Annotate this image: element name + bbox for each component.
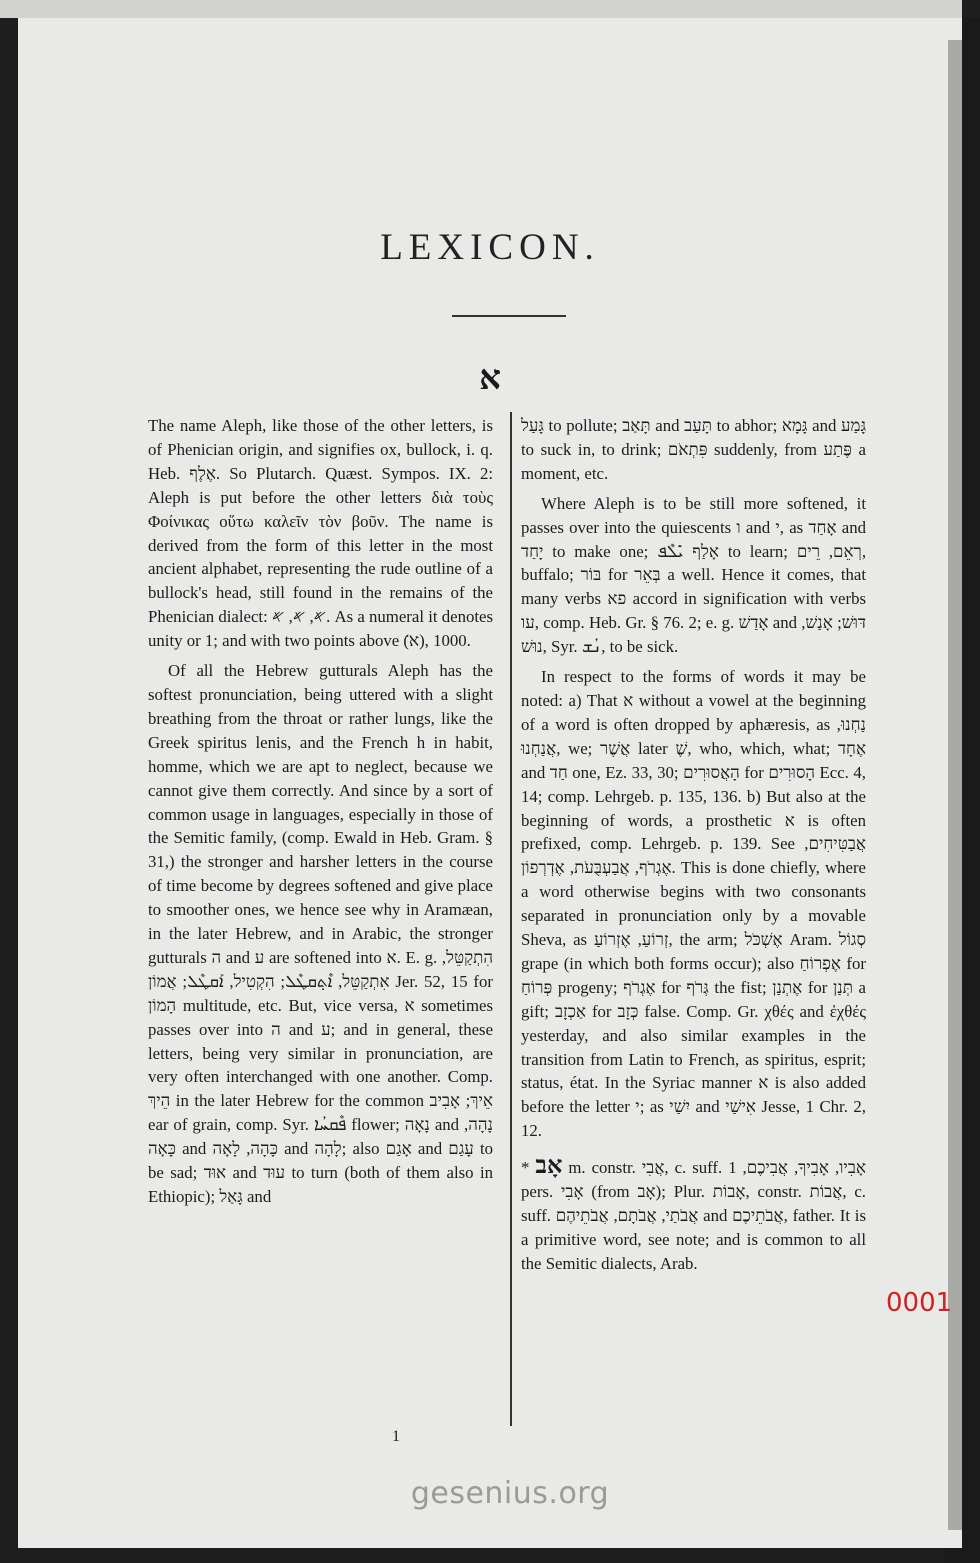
page-top-edge (0, 0, 962, 18)
paragraph-gutturals: Of all the Hebrew gutturals Aleph has the softest pronunciation, being uttered with a slight breathing from the throat or rather lungs, like the Greek spiritus lenis, and the French h in habit, homme, which we are apt to neglect, because we cannot give them correctly. And since by a sort of common usage in languages, especially in those of the Semitic family, (comp. Ewald in Heb. Gram. § 31,) the stronger and harsher letters in the course of time become by degrees softened and give place to smoother ones, we hence see why in Aramæan, in the later Hebrew, and in Arabic, the stronger gutturals ה and ע are softened into א. E. g. הִתְקַטֵּל, אִתְקַטֵּל, ܐܶܬ݂ܩܛܶܠ; הִקְטִיל, ܐܰܩܛܶܠ; אֲמוֹן Jer. 52, 15 for הָמוֹן multitude, etc. But, vice versa, א sometimes passes over into ה and ע; and in general, these letters, being very similar in pronunciation, are very often interchanged with one another. Comp. הֵיךְ in the later Hebrew for the common אֵיךְ; אָבִיב ear of grain, comp. Syr. ܦܶܩܚܳܐ flower; נָאָה and נָהָה, כָּאָה and כָּהָה, לָאָה and לָהָה; also אָגַם and עָגַם to be sad; אוּד and עוּד to turn (both of them also in Ethiopic); גָּאַל and (148, 661, 494, 1206)
paragraph-aleph-name: The name Aleph, like those of the other letters, is of Phenician origin, and signifies ox, bullock, i. q. Heb. אֶלֶף. So Plutarch. Quæst. Sympos. IX. 2: Aleph is put before the other letters διὰ τοὺς Φοίνικας οὕτω καλεῖν τὸν βοῦν. The name is derived from the form of this letter in the most ancient alphabet, representing the rude outline of a bullock's head, still found in the remains of the Phenician dialect: 𐤀, 𐤀, 𐤀. As a numeral it denotes unity or 1; and with two points above (א̈), 1000. (148, 416, 493, 651)
paragraph-quiescents: Where Aleph is to be still more softened, it passes over into the quiescents ו and י, as אָחַד and יָחַד to make one; אָלַף ܝܺܠܶܦ to learn; רְאֵם, רֵים, buffalo; בּוֹר for בְּאֵר a well. Hence it comes, that many verbs פא accord in signification with verbs עו, comp. Heb. Gr. § 76. 2; e. g. אָדַשׁ and דּוּשׁ; אָנַשׁ, נוּשׁ, Syr. ܢܳܫ, to be sick. (521, 493, 867, 657)
entry-definition: m. constr. אֲבִי, c. suff. אָבִיו, אָבִיךָ, אֲבִיכֶם, 1 pers. אָבִי (from אָב); Plur. אָבוֹת, constr. אֲבוֹת, c. suff. אֲבֹתַי, אֲבֹתָם, אֲבֹתֵיהֶם and אֲבֹתֵיכֶם, father. It is a primitive word, see note; and is common to all the Semitic dialects, Arab. (521, 1158, 867, 1273)
lexicon-entry (521, 1150, 867, 1276)
paragraph-continuation: גָּעַל to pollute; תָּאַב and תָּעַב to abhor; גָּמָא and גָּמַע to suck in, to drink; פִּתְאֹם suddenly, from פֶּתַע a moment, etc. (521, 416, 867, 483)
paragraph-forms-of-words: In respect to the forms of words it may be noted: a) That א without a vowel at the beginning of a word is often dropped by aphæresis, as נַחְנוּ, אֲנַחְנוּ, we; אֲשֶׁר later שֶׁ, who, which, what; אֶחָד and חַד one, Ez. 33, 30; הָאֲסוּרִים for הָסוּרִים Ecc. 4, 14; comp. Lehrgeb. p. 135, 136. b) But also at the beginning of words, a prosthetic א is often prefixed, comp. Lehrgeb. p. 139. See אֲבַטִּיחִים, אֶגְרֹף, אֲבַעְבֻּעֹת, אֶדְרְפוֹן. This is done chiefly, where a word otherwise begins with two consonants separated in pronunciation only by a movable Sheva, as זְרוֹעַ, אֶזְרוֹעַ, the arm; אֶשְׁכֹּל Aram. סְגוֹל grape (in which both forms occur); also אֶפְרוֹחַ for פְּרוֹחַ progeny; אֶגְרֹף for גְּרֹף the fist; אֶתְנַן for תְּנַן a gift; אַכְזָב for כְּזָב false. Comp. Gr. χθές and ἐχθές yesterday, and also similar examples in the transition from Latin to French, as spiritus, esprit; status, état. In the Syriac manner א is also added before the letter י; as יִשַׁי and אִישַׁי Jesse, 1 Chr. 2, 12. (521, 667, 867, 1141)
title-rule (452, 315, 566, 317)
page-number: 1 (392, 1428, 400, 1445)
letter-heading: א (479, 358, 501, 398)
entry-headword: אָב (535, 1150, 563, 1180)
page-title: LEXICON. (380, 227, 600, 268)
left-column (148, 414, 493, 1209)
column-divider (510, 412, 512, 1426)
entry-asterisk: * (521, 1158, 530, 1178)
entry-number-marker: 0001 (886, 1288, 953, 1318)
footer-watermark: gesenius.org (410, 1476, 610, 1511)
right-column (521, 414, 866, 1276)
